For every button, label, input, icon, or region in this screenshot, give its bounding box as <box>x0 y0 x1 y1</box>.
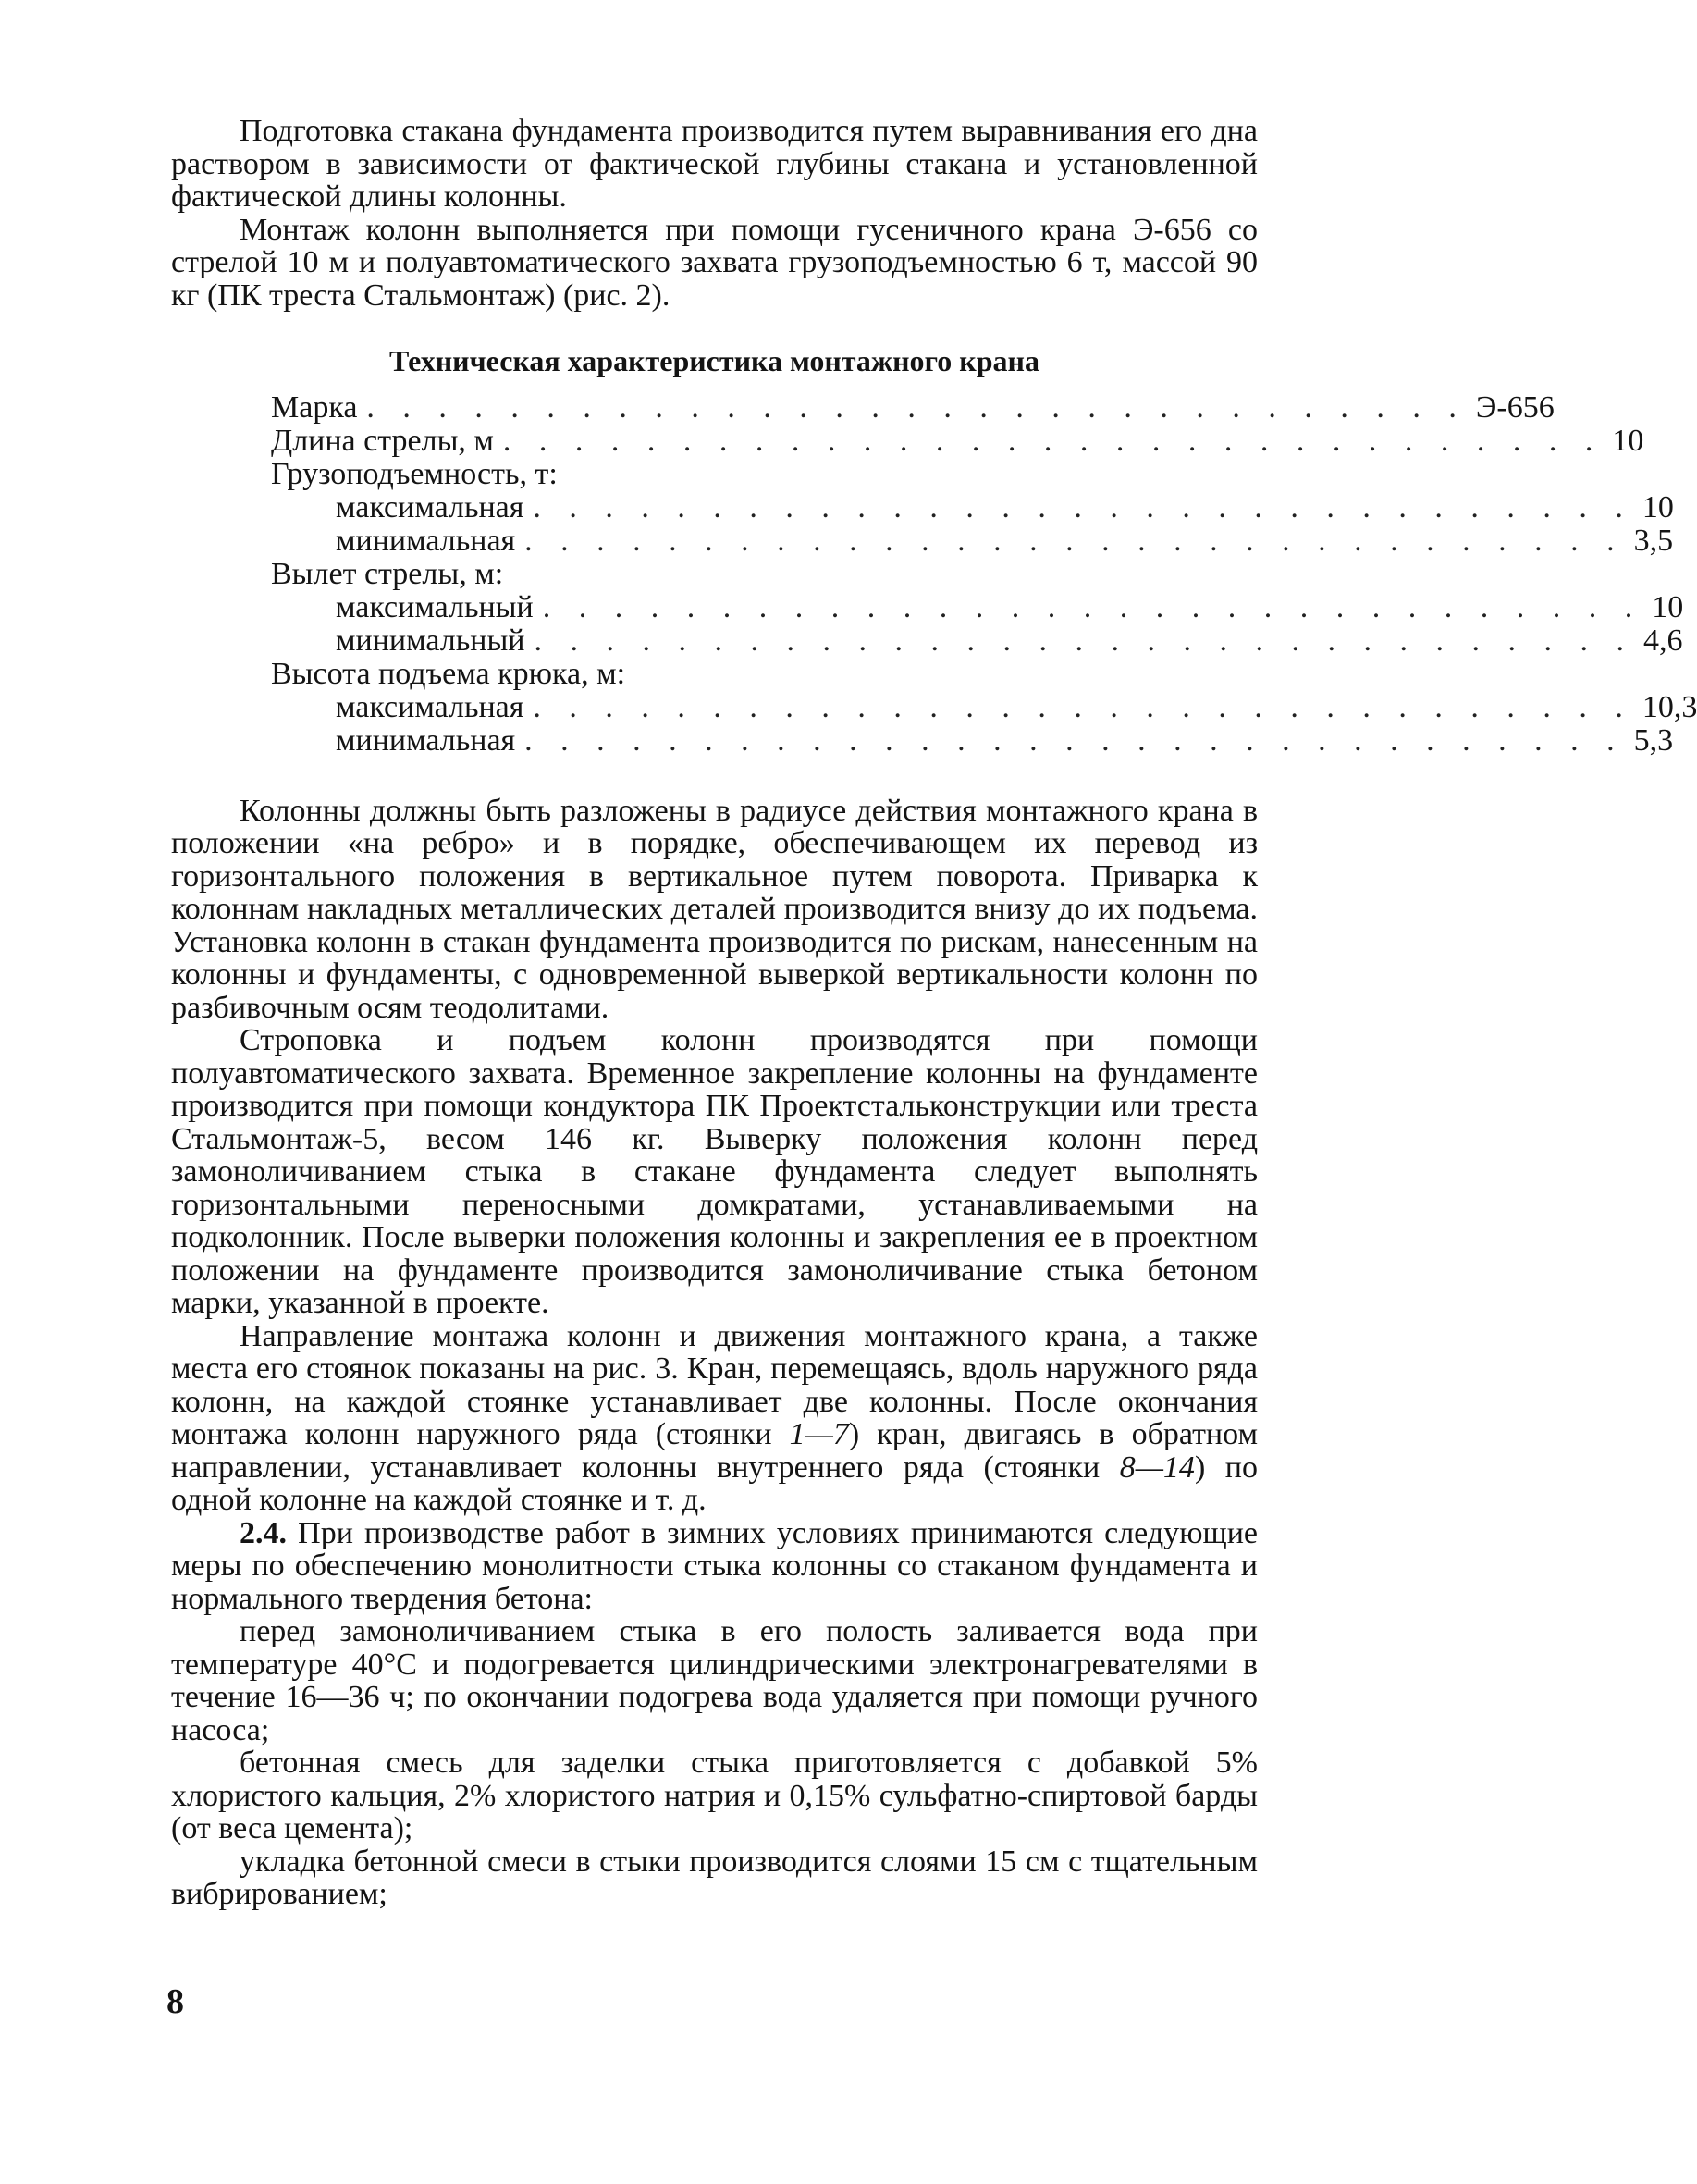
spec-label: минимальная <box>336 722 516 758</box>
spec-row-reach-min <box>271 623 1683 658</box>
spec-row-reach-max <box>271 589 1684 624</box>
spec-label: максимальная <box>336 489 524 524</box>
page-body <box>171 114 1697 1911</box>
paragraph-column-mounting: Монтаж колонн выполняется при помощи гусеничного крана Э-656 со стрелой 10 м и полуавтоматического захвата грузоподъемностью 6 т, массой 90 кг (ПК треста Стальмонтаж) (рис. 2). <box>171 212 1258 313</box>
paragraph-column-layout: Колонны должны быть разложены в радиусе действия монтажного крана в положении «на ребро» и в порядке, обеспечивающем их перевод из горизонтального положения в вертикальное путем поворота. Приварка к колоннам накладных металлических деталей производится внизу до их подъема. Установка колонн в стакан фундамента производится по рискам, нанесенным на колонны и фундаменты, с одновременной выверкой вертикальности колонн по разбивочным осям теодолитами. <box>171 793 1258 1025</box>
spec-row-hook-max <box>271 689 1697 724</box>
spec-label: Марка <box>271 389 358 425</box>
leader-dots: . . . . . . . . . . . . . . . . . . . . . . . . . . . . . . . <box>524 722 1625 758</box>
spec-value: 10,3 <box>1642 689 1697 724</box>
leader-dots: . . . . . . . . . . . . . . . . . . . . . . . . . . . . . . . <box>502 423 1604 458</box>
spec-row-boom-length <box>271 423 1644 458</box>
spec-value: 5,3 <box>1633 722 1674 758</box>
leader-dots: . . . . . . . . . . . . . . . . . . . . . . . . . . . . . . . <box>534 623 1634 658</box>
leader-dots: . . . . . . . . . . . . . . . . . . . . . . . . . . . . . . . <box>533 689 1633 724</box>
spec-row-brand <box>271 389 1555 425</box>
spec-value: 10 <box>1612 423 1644 458</box>
spec-row-capacity-max <box>271 489 1674 524</box>
page-number: 8 <box>166 1982 184 2021</box>
paragraph-measure-water: перед замоноличиванием стыка в его полость заливается вода при температуре 40°С и подогревается цилиндрическими электронагревателями в течение 16—36 ч; по окончании подогрева вода удаляется при помощи ручного насоса; <box>171 1614 1258 1747</box>
spec-group-hook-height: Высота подъема крюка, м: <box>271 656 626 691</box>
leader-dots: . . . . . . . . . . . . . . . . . . . . . . . . . . . . . . . <box>524 523 1625 558</box>
spec-group-capacity: Грузоподъемность, т: <box>271 456 558 491</box>
spec-label: максимальная <box>336 689 524 724</box>
text-run: ) по одной колонне на каждой стоянке и т. д. <box>171 1450 1258 1517</box>
spec-label: минимальная <box>336 523 516 558</box>
paragraph-measure-laying: укладка бетонной смеси в стыки производится слоями 15 см с тщательным вибрированием; <box>171 1844 1258 1911</box>
italic-range: 8—14 <box>1119 1450 1195 1485</box>
leader-dots: . . . . . . . . . . . . . . . . . . . . . . . . . . . . . . . <box>366 389 1467 425</box>
spec-value: 3,5 <box>1633 523 1674 558</box>
spec-label: минимальный <box>336 623 525 658</box>
paragraph-slinging: Строповка и подъем колонн производятся при помощи полуавтоматического захвата. Временное закрепление колонны на фундаменте производится при помощи кондуктора ПК Проектстальконструкции или треста Стальмонтаж-5, весом 146 кг. Выверку положения колонн перед замоноличиванием стыка в стакане фундамента следует выполнять горизонтальными переносными домкратами, устанавливаемыми на подколонник. После выверки положения колонны и закрепления ее в проектном положении на фундаменте производится замоноличивание стыка бетоном марки, указанной в проекте. <box>171 1023 1258 1320</box>
italic-range: 1—7 <box>789 1417 849 1451</box>
spec-row-hook-min <box>271 722 1674 758</box>
text-run: Направление монтажа колонн и движения монтажного крана, а также места его стоянок показаны на рис. 3. Кран, перемещаясь, вдоль наружного ряда колонн, на каждой стоянке устанавливает две колонны. После окончания монтажа колонн наружного ряда (стоянки <box>171 1318 1258 1451</box>
spec-value: 10 <box>1642 489 1674 524</box>
paragraph-measure-mix: бетонная смесь для заделки стыка приготовляется с добавкой 5% хлористого кальция, 2% хлористого натрия и 0,15% сульфатно-спиртовой барды (от веса цемента); <box>171 1746 1258 1845</box>
spec-value: 4,6 <box>1642 623 1683 658</box>
spec-value: Э-656 <box>1475 389 1555 425</box>
paragraph-foundation-prep: Подготовка стакана фундамента производится путем выравнивания его дна раствором в зависимости от фактической глубины стакана и установленной фактической длины колонны. <box>171 114 1258 214</box>
leader-dots: . . . . . . . . . . . . . . . . . . . . . . . . . . . . . . . <box>533 489 1633 524</box>
text-run: ) кран, двигаясь в обратном направлении, устанавливает колонны внутреннего ряда (стоянки <box>171 1417 1258 1485</box>
spec-row-capacity-min <box>271 523 1674 558</box>
text-run: При производстве работ в зимних условиях принимаются следующие меры по обеспечению монолитности стыка колонны со стаканом фундамента и нормального твердения бетона: <box>171 1515 1258 1616</box>
spec-value: 10 <box>1652 589 1684 624</box>
spec-label: Длина стрелы, м <box>271 423 494 458</box>
main-text <box>171 795 1258 1911</box>
section-number: 2.4. <box>240 1515 287 1550</box>
leader-dots: . . . . . . . . . . . . . . . . . . . . . . . . . . . . . . . <box>542 589 1643 624</box>
spec-label: максимальный <box>336 589 534 624</box>
crane-spec-table <box>271 389 1697 758</box>
spec-table-title: Техническая характеристика монтажного крана <box>389 344 1039 377</box>
paragraph-crane-direction <box>171 1320 1258 1517</box>
spec-group-reach: Вылет стрелы, м: <box>271 556 504 591</box>
paragraph-winter-conditions <box>171 1517 1258 1616</box>
